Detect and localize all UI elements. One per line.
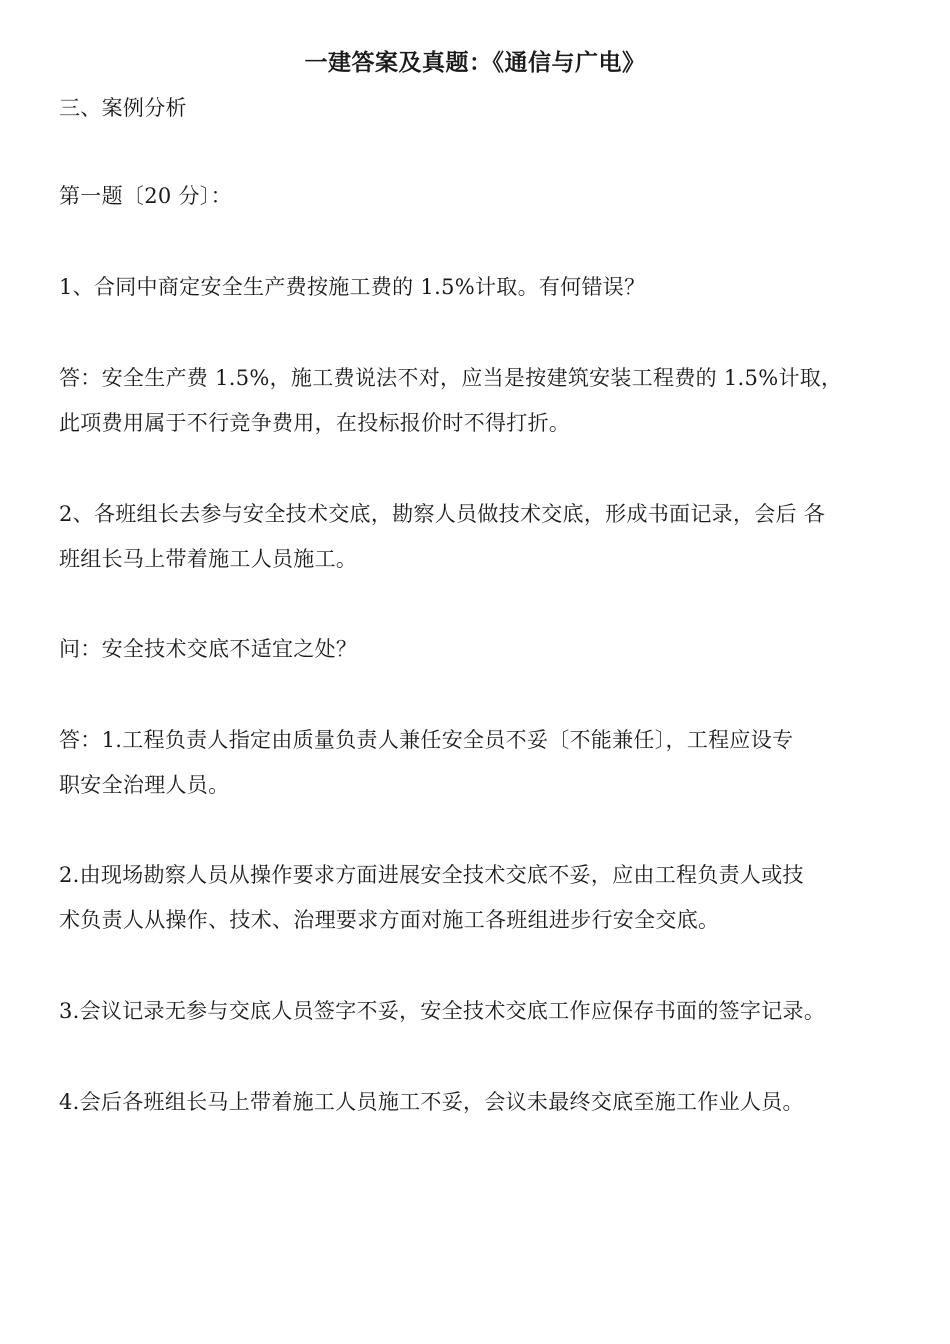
question-heading: 第一题〔20 分〕： — [59, 184, 232, 208]
answer-2-2-line-2: 术负责人从操作、技术、治理要求方面对施工各班组进步行安全交底。 — [59, 908, 720, 932]
question-2-line-2: 班组长马上带着施工人员施工。 — [59, 547, 358, 571]
answer-2-1-line-2: 职安全治理人员。 — [59, 773, 230, 797]
answer-1-line-1: 答：安全生产费 1.5%，施工费说法不对，应当是按建筑安装工程费的 1.5%计取， — [59, 366, 843, 390]
question-1-text: 1、合同中商定安全生产费按施工费的 1.5%计取。有何错误？ — [59, 275, 646, 299]
answer-2-4: 4.会后各班组长马上带着施工人员施工不妥，会议未最终交底至施工作业人员。 — [59, 1090, 804, 1114]
answer-2-1-line-1: 答：1.工程负责人指定由质量负责人兼任安全员不妥〔不能兼任〕，工程应设专 — [59, 728, 794, 752]
document-title: 一建答案及真题：《通信与广电》 — [304, 49, 646, 76]
question-2-prompt: 问：安全技术交底不适宜之处？ — [59, 637, 358, 661]
answer-1-line-2: 此项费用属于不行竞争费用，在投标报价时不得打折。 — [59, 411, 571, 435]
answer-2-2-line-1: 2.由现场勘察人员从操作要求方面进展安全技术交底不妥，应由工程负责人或技 — [59, 863, 804, 887]
answer-2-3: 3.会议记录无参与交底人员签字不妥，安全技术交底工作应保存书面的签字记录。 — [59, 999, 826, 1023]
question-2-line-1: 2、各班组长去参与安全技术交底，勘察人员做技术交底，形成书面记录，会后 各 — [59, 502, 826, 526]
section-heading: 三、案例分析 — [59, 96, 187, 120]
